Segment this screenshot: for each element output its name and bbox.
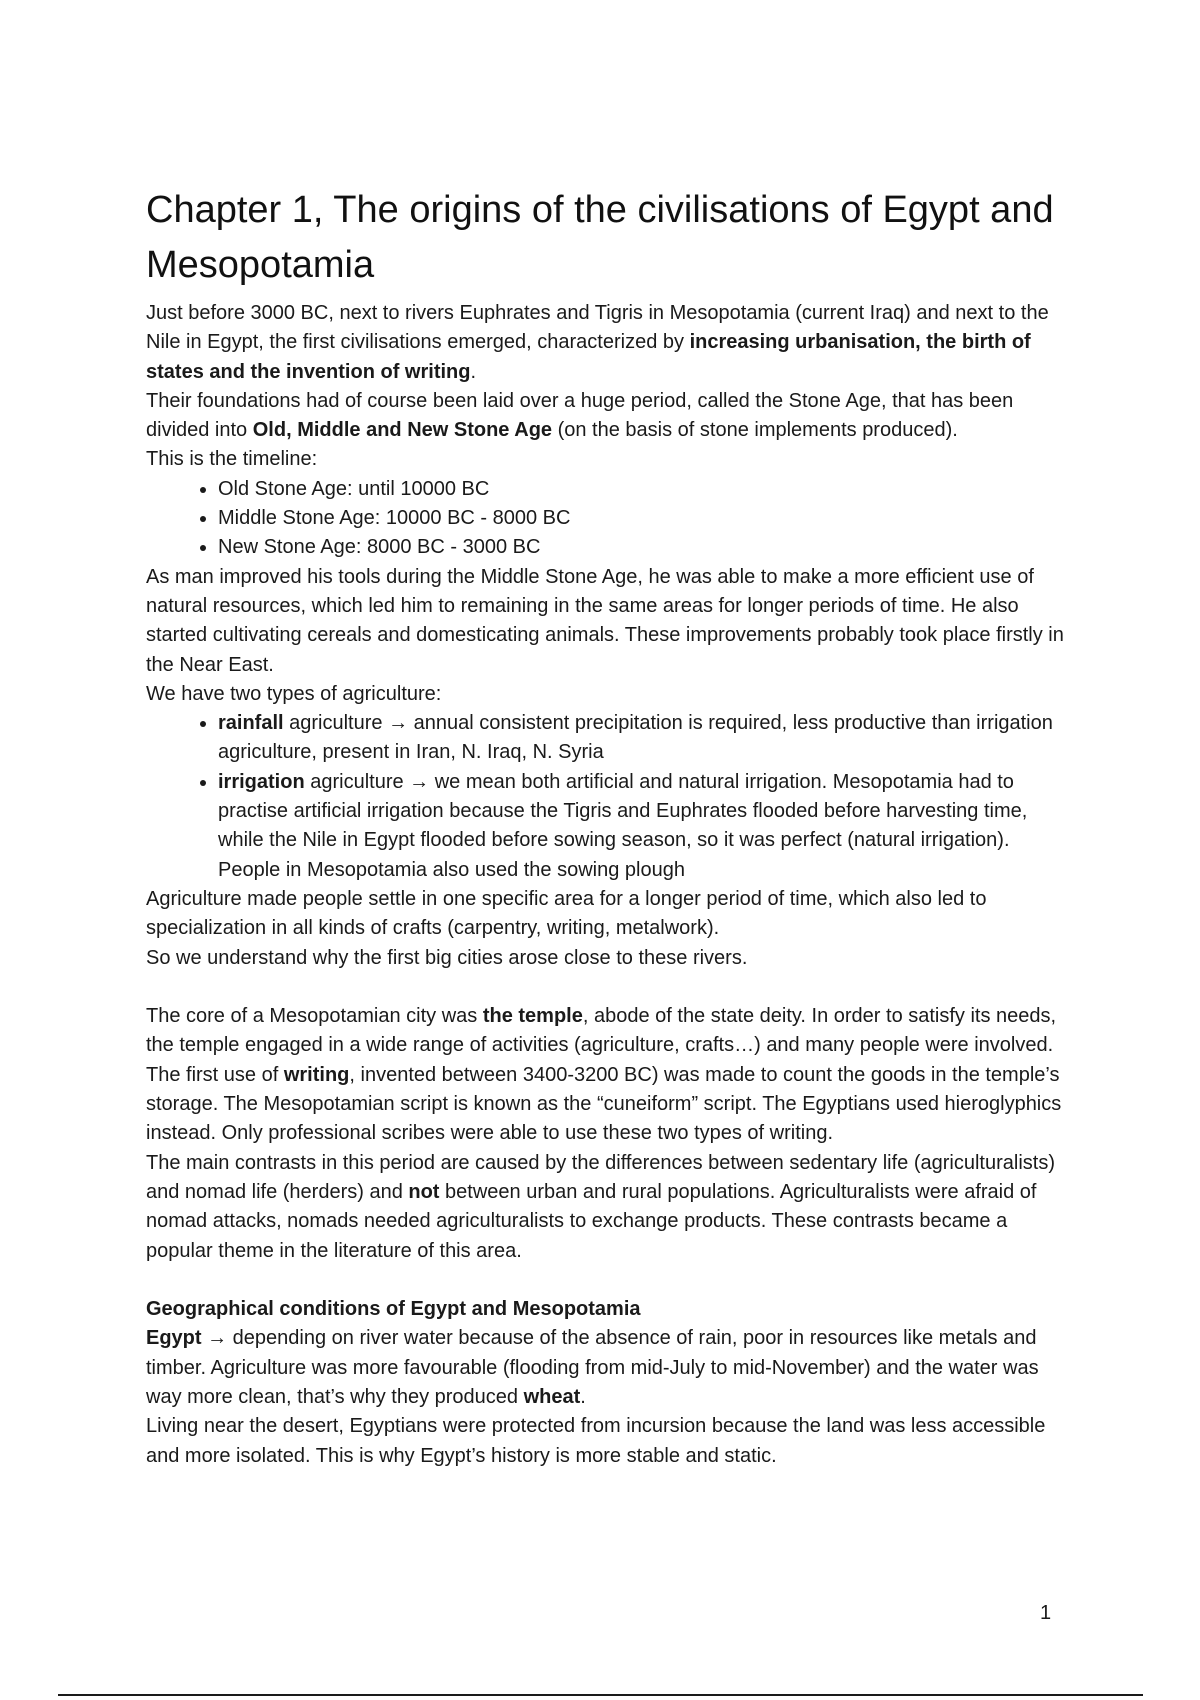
cities-paragraph: So we understand why the first big cities arose close to these rivers. <box>146 946 748 969</box>
page-title: Chapter 1, The origins of the civilisations of Egypt and Mesopotamia <box>146 189 1054 286</box>
foundations-paragraph: Their foundations had of course been laid over a huge period, called the Stone Age, that has been divided into Old, Middle and New Stone Age (on the basis of stone implements produced). <box>146 389 1014 442</box>
contrasts-paragraph: The main contrasts in this period are caused by the differences between sedentary life (agriculturalists) and nomad life (herders) and not between urban and rural populations. Agriculturalists were afraid of nomad attacks, nomads needed agriculturalists to exchange products. These contrasts became a popular theme in the literature of this area. <box>146 1151 1055 1262</box>
page-divider <box>58 1694 1143 1696</box>
paragraph-spacer <box>146 1266 1066 1295</box>
document-page <box>146 183 1066 1471</box>
agriculture-list <box>146 709 1066 885</box>
list-item: • Old Stone Age: until 10000 BC <box>218 475 1066 504</box>
list-item: • irrigation agriculture → we mean both artificial and natural irrigation. Mesopotamia had to practise artificial irrigation because the Tigris and Euphrates flooded before harvesting time, while the Nile in Egypt flooded before sowing season, so it was perfect (natural irrigation). People in Mesopotamia also used the sowing plough <box>218 768 1066 885</box>
egypt-paragraph: Egypt → depending on river water because of the absence of rain, poor in resources like metals and timber. Agriculture was more favourable (flooding from mid-July to mid-November) and the water was way more clean, that’s why they produced wheat. <box>146 1327 1039 1408</box>
intro-paragraph: Just before 3000 BC, next to rivers Euphrates and Tigris in Mesopotamia (current Iraq) and next to the Nile in Egypt, the first civilisations emerged, characterized by increasing urbanisation, the birth of states and the invention of writing. <box>146 302 1049 383</box>
intro-emphasis: increasing urbanisation, the birth of states and the invention of writing <box>146 331 1031 383</box>
stone-age-emphasis: Old, Middle and New Stone Age <box>252 419 553 442</box>
list-item: • rainfall agriculture → annual consistent precipitation is required, less productive than irrigation agriculture, present in Iran, N. Iraq, N. Syria <box>218 709 1066 768</box>
temple-paragraph: The core of a Mesopotamian city was the temple, abode of the state deity. In order to satisfy its needs, the temple engaged in a wide range of activities (agriculture, crafts…) and many people were involved. The first use of writing, invented between 3400-3200 BC) was made to count the goods in the temple’s storage. The Mesopotamian script is known as the “cuneiform” script. The Egyptians used hieroglyphics instead. Only professional scribes were able to use these two types of writing. <box>146 1005 1062 1145</box>
desert-paragraph: Living near the desert, Egyptians were protected from incursion because the land was less accessible and more isolated. This is why Egypt’s history is more stable and static. <box>146 1415 1046 1467</box>
list-item: • New Stone Age: 8000 BC - 3000 BC <box>218 533 1066 562</box>
timeline-intro: This is the timeline: <box>146 448 318 471</box>
section-heading: Geographical conditions of Egypt and Mesopotamia <box>146 1298 641 1321</box>
timeline-list <box>146 475 1066 563</box>
settle-paragraph: Agriculture made people settle in one specific area for a longer period of time, which also led to specialization in all kinds of crafts (carpentry, writing, metalwork). <box>146 887 987 940</box>
agriculture-intro: We have two types of agriculture: <box>146 682 442 705</box>
paragraph-spacer <box>146 973 1066 1002</box>
tools-paragraph: As man improved his tools during the Middle Stone Age, he was able to make a more efficient use of natural resources, which led him to remaining in the same areas for longer periods of time. He also started cultivating cereals and domesticating animals. These improvements probably took place firstly in the Near East. <box>146 565 1064 676</box>
list-item: • Middle Stone Age: 10000 BC - 8000 BC <box>218 504 1066 533</box>
page-number: 1 <box>1040 1602 1052 1624</box>
